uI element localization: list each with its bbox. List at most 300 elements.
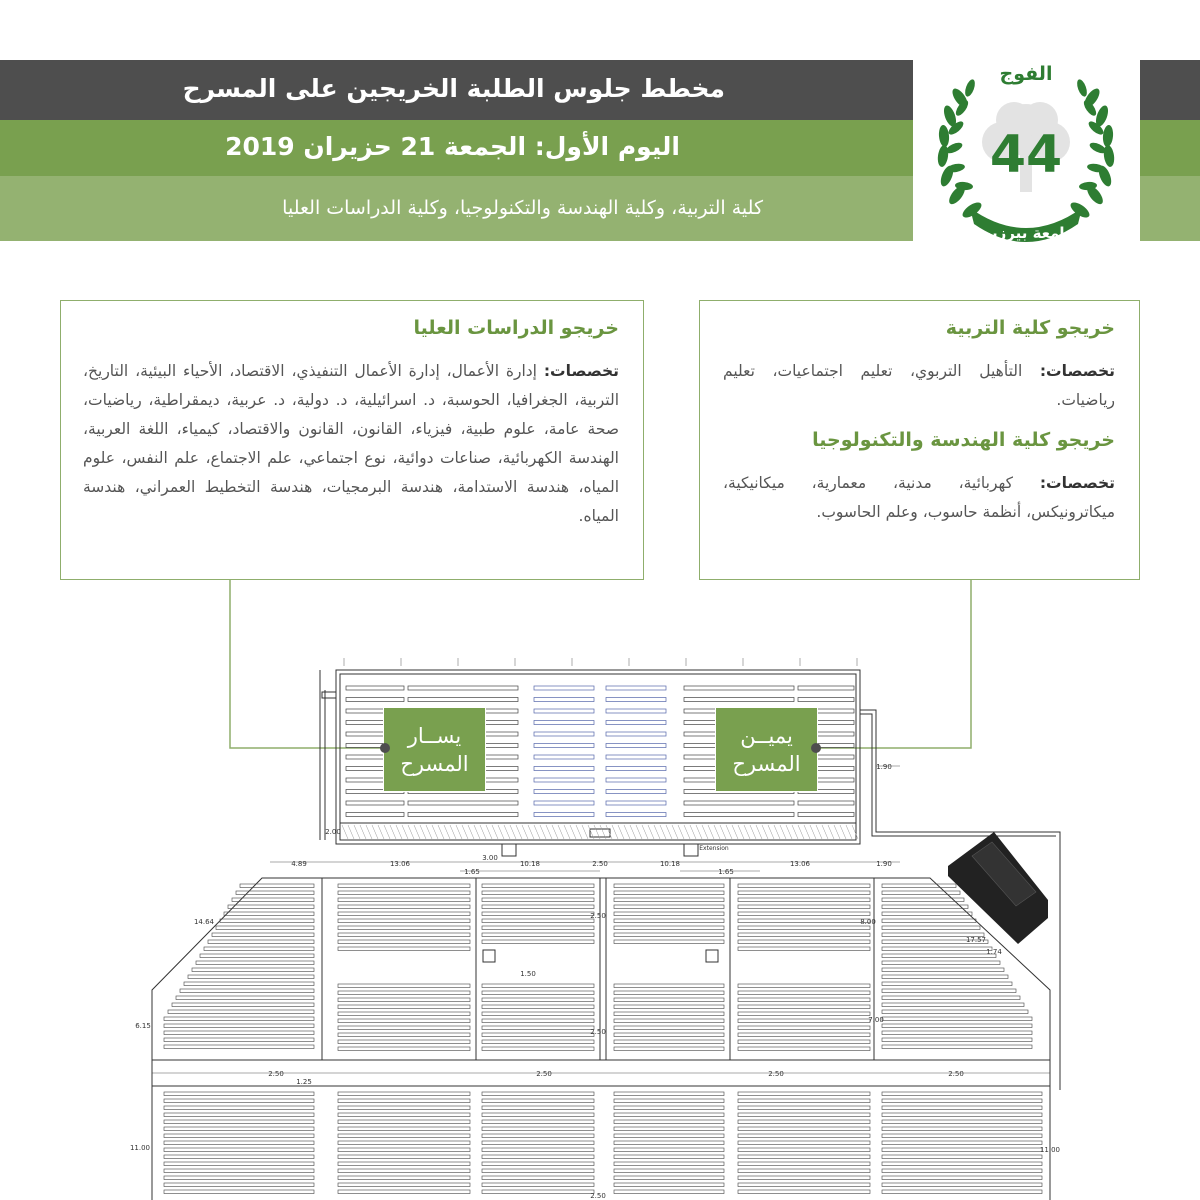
seat-row [408,698,518,702]
stage-left-marker [380,743,390,753]
hatch-line [738,825,744,839]
hatch-line [366,825,372,839]
hatch-line [852,825,858,839]
seat-row [338,905,470,909]
seat-row [606,686,666,690]
seat-row [882,1106,1042,1110]
seat-row [164,1106,314,1110]
seat-row [240,884,314,888]
seat-row [184,982,314,986]
hatch-line [798,825,804,839]
seat-row [482,998,594,1002]
dim-label: 1.65 [464,868,480,876]
logo-bottom-text: جامعة بيرزيت [976,224,1076,242]
seat-row [338,1169,470,1173]
seat-row [228,905,314,909]
seat-row [882,1141,1042,1145]
seat-row [338,1047,470,1051]
seat-row [482,1033,594,1037]
seat-row [738,1120,870,1124]
seat-row [338,898,470,902]
hatch-line [624,825,630,839]
hatch-line [474,825,480,839]
seat-row [346,801,404,805]
seat-row [408,813,518,817]
dim-label: 1.90 [876,763,892,771]
seat-row [882,884,956,888]
seat-row [338,1019,470,1023]
seat-row [164,1038,314,1042]
hatch-line [402,825,408,839]
seat-row [738,984,870,988]
seat-row [614,1120,724,1124]
seat-row [482,1148,594,1152]
engineering-heading: خريجو كلية الهندسة والتكنولوجيا [812,429,1115,451]
seat-row [172,1003,314,1007]
hatch-line [612,825,618,839]
seat-row [482,1162,594,1166]
dim-label: 13.06 [789,860,811,868]
hatch-line [564,825,570,839]
seat-row [882,947,992,951]
seat-row [614,1148,724,1152]
hatch-line [618,825,624,839]
seat-row [738,1162,870,1166]
hatch-line [528,825,534,839]
seat-row [738,884,870,888]
hatch-line [720,825,726,839]
hatch-line [774,825,780,839]
majors-label: تخصصات: [1039,362,1115,380]
seat-row [798,698,854,702]
seat-row [204,947,314,951]
seat-row [798,813,854,817]
hatch-line [810,825,816,839]
seat-row [738,991,870,995]
seat-row [164,1148,314,1152]
seat-row [614,1134,724,1138]
seat-row [882,1045,1032,1049]
hatch-line [432,825,438,839]
seat-row [606,767,666,771]
seat-row [188,975,314,979]
graduate-studies-heading: خريجو الدراسات العليا [413,317,619,339]
hatch-line [756,825,762,839]
seat-row [606,732,666,736]
seat-row [882,1120,1042,1124]
hatch-line [816,825,822,839]
seat-row [168,1010,314,1014]
seat-row [216,926,314,930]
seat-row [606,709,666,713]
hatch-line [642,825,648,839]
hatch-line [540,825,546,839]
stage-right-label [715,707,818,792]
seat-row [408,686,518,690]
seat-row [482,1099,594,1103]
seat-row [738,998,870,1002]
seat-row [482,1176,594,1180]
seat-row [338,1120,470,1124]
hatch-line [414,825,420,839]
seat-row [338,1155,470,1159]
hatch-line [510,825,516,839]
seat-row [534,778,594,782]
hatch-line [498,825,504,839]
seat-row [738,1169,870,1173]
seat-row [338,1162,470,1166]
hatch-line [486,825,492,839]
seat-row [614,940,724,944]
hatch-line [786,825,792,839]
seat-row [164,1190,314,1194]
seat-row [164,1113,314,1117]
dim-label: 1.50 [520,970,536,978]
seat-row [200,954,314,958]
hatch-line [840,825,846,839]
seat-row [606,813,666,817]
seat-row [738,1190,870,1194]
hatch-line [450,825,456,839]
hatch-line [744,825,750,839]
seat-row [882,1162,1042,1166]
seat-row [164,1120,314,1124]
hatch-line [678,825,684,839]
seat-row [606,778,666,782]
hatch-line [576,825,582,839]
seat-row [534,698,594,702]
seat-row [614,905,724,909]
seat-row [606,744,666,748]
seat-row [684,813,794,817]
seat-row [882,1169,1042,1173]
seat-row [408,801,518,805]
dim-label: 2.50 [536,1070,552,1078]
seat-row [482,1169,594,1173]
seat-row [738,1012,870,1016]
seat-row [482,940,594,944]
hatch-line [762,825,768,839]
stage-left-line1: يســار [407,724,462,748]
hatch-line [648,825,654,839]
seat-row [614,1005,724,1009]
seat-row [614,1092,724,1096]
seat-row [164,1183,314,1187]
dim-label: 2.50 [590,1028,606,1036]
seat-row [882,1148,1042,1152]
seat-row [534,801,594,805]
seat-row [614,933,724,937]
seat-row [338,1026,470,1030]
hatch-line [354,825,360,839]
hatch-line [420,825,426,839]
seat-row [882,1176,1042,1180]
seat-row [482,1040,594,1044]
seat-row [338,1148,470,1152]
seat-row [738,1155,870,1159]
dim-label: 14.64 [193,918,215,926]
seat-row [882,1038,1032,1042]
seat-row [338,1183,470,1187]
seat-row [614,1033,724,1037]
seat-row [338,919,470,923]
hatch-line [384,825,390,839]
dim-label: 1.90 [876,860,892,868]
seat-row [606,801,666,805]
seat-row [482,912,594,916]
majors-label: تخصصات: [1039,474,1115,492]
seat-row [482,1127,594,1131]
seat-row [338,1005,470,1009]
majors-text: إدارة الأعمال، إدارة الأعمال التنفيذي، الاقتصاد، الأحياء البيئية، التاريخ، التربية، الجغرافيا، الحوسبة، د. اسرائيلية، د. دولية، د. عربية، ديمقراطية، رياضيات، صحة عامة، علوم طبية، فيزياء، القانون، القانون والاقتصاد، كيمياء، اللغة العربية، الهندسة الكهربائية، صناعات دوائية، نوع اجتماعي، علم الاجتماع، علم النفس، علوم المياه، هندسة الاستدامة، هندسة البرمجيات، هندسة التخطيط العمراني، هندسة المياه. [83,362,619,525]
seat-row [614,998,724,1002]
hatch-line [534,825,540,839]
hatch-line [522,825,528,839]
seat-row [738,1127,870,1131]
seat-row [338,1099,470,1103]
dim-label: 11.00 [1039,1146,1061,1154]
seat-row [338,1012,470,1016]
seat-row [338,1176,470,1180]
dim-label: 4.89 [291,860,307,868]
hatch-line [504,825,510,839]
seat-row [164,1169,314,1173]
seat-row [338,940,470,944]
seat-row [882,912,972,916]
stage-left-line2: المسرح [400,752,469,776]
seat-row [882,975,1008,979]
seat-row [738,898,870,902]
seat-row [798,686,854,690]
dim-label: 2.50 [592,860,608,868]
hatch-line [672,825,678,839]
seat-row [164,1155,314,1159]
seat-row [614,1155,724,1159]
seat-row [482,905,594,909]
seat-row [224,912,314,916]
hatch-line [426,825,432,839]
seat-row [882,1183,1042,1187]
seat-row [338,1190,470,1194]
seat-row [534,709,594,713]
seat-row [534,686,594,690]
dim-label: 11.00 [129,1144,151,1152]
seat-row [614,1099,724,1103]
seat-row [482,919,594,923]
hatch-line [732,825,738,839]
event-date: اليوم الأول: الجمعة 21 حزيران 2019 [225,132,680,161]
majors-label: تخصصات: [543,362,619,380]
seat-row [164,1162,314,1166]
seat-row [534,732,594,736]
stage-right-marker [811,743,821,753]
seat-row [482,1141,594,1145]
seat-row [482,933,594,937]
hatch-line [516,825,522,839]
seat-row [164,1141,314,1145]
education-heading: خريجو كلية التربية [945,317,1115,339]
dim-label: 6.15 [135,1022,151,1030]
seat-row [738,947,870,951]
seat-row [606,721,666,725]
seat-row [164,1099,314,1103]
seat-row [338,912,470,916]
seat-row [482,884,594,888]
hatch-line [846,825,852,839]
hatch-line [582,825,588,839]
seat-row [338,1040,470,1044]
seat-row [882,1017,1032,1021]
hatch-line [726,825,732,839]
seat-row [614,1026,724,1030]
hatch-line [792,825,798,839]
seat-row [738,933,870,937]
hatch-line [636,825,642,839]
seat-row [346,698,404,702]
seat-row [232,898,314,902]
hatch-line [444,825,450,839]
hatch-line [660,825,666,839]
seat-row [482,898,594,902]
hatch-line [396,825,402,839]
seat-row [614,1162,724,1166]
colleges-list: كلية التربية، وكلية الهندسة والتكنولوجيا، وكلية الدراسات العليا [282,197,763,219]
seat-row [738,891,870,895]
seat-row [882,982,1012,986]
seat-row [684,686,794,690]
seat-row [882,1024,1032,1028]
dim-label: 2.50 [590,912,606,920]
seat-row [882,1113,1042,1117]
seat-row [482,1047,594,1051]
hatch-line [546,825,552,839]
dim-label: 2.50 [948,1070,964,1078]
seat-row [738,1092,870,1096]
extension-label: Extension [699,845,729,852]
seat-row [164,1092,314,1096]
seat-row [738,1099,870,1103]
seat-row [738,1106,870,1110]
seat-row [882,1190,1042,1194]
seat-row [614,984,724,988]
dim-label: 7.00 [868,1016,884,1024]
seat-row [208,940,314,944]
seat-row [534,790,594,794]
seat-row [738,919,870,923]
seat-row [614,1183,724,1187]
seat-row [614,912,724,916]
seat-row [338,1033,470,1037]
seat-row [882,1155,1042,1159]
seat-row [738,926,870,930]
hatch-line [708,825,714,839]
seat-row [614,1106,724,1110]
hatch-line [684,825,690,839]
side-building [948,832,1048,944]
hatch-line [750,825,756,839]
seat-row [738,1019,870,1023]
hall-chairs [164,884,1042,1194]
hatch-line [768,825,774,839]
seat-row [614,1047,724,1051]
seat-row [614,1040,724,1044]
hatch-line [696,825,702,839]
seat-row [338,933,470,937]
dim-label: 1.74 [986,948,1002,956]
seat-row [606,790,666,794]
seat-row [738,1005,870,1009]
seat-row [614,991,724,995]
seat-row [882,1127,1042,1131]
dim-label: 17.57 [965,936,987,944]
hatch-line [666,825,672,839]
seat-row [164,1017,314,1021]
seat-row [482,926,594,930]
seat-row [882,891,960,895]
seat-row [738,1141,870,1145]
dim-label: 1.25 [296,1078,312,1086]
seat-row [882,905,968,909]
seat-row [338,1113,470,1117]
page-title: مخطط جلوس الطلبة الخريجين على المسرح [182,74,725,103]
seat-row [482,1113,594,1117]
seat-row [192,968,314,972]
hatch-line [348,825,354,839]
seat-row [882,954,996,958]
majors-text: كهربائية، مدنية، معمارية، ميكانيكية، ميكاترونيكس، أنظمة حاسوب، وعلم الحاسوب. [723,474,1115,521]
seat-row [738,1134,870,1138]
seat-row [684,801,794,805]
seat-row [482,1106,594,1110]
seat-row [220,919,314,923]
hatch-line [690,825,696,839]
seat-row [482,1092,594,1096]
seat-row [614,1127,724,1131]
stage-right-line2: المسرح [732,752,801,776]
seat-row [614,898,724,902]
seat-row [738,1047,870,1051]
seat-row [338,1106,470,1110]
seat-row [338,1092,470,1096]
seat-row [738,1176,870,1180]
seat-row [738,1148,870,1152]
hatch-line [702,825,708,839]
seat-row [882,1134,1042,1138]
seat-row [614,1169,724,1173]
logo-number: 44 [989,125,1063,185]
seat-row [338,984,470,988]
hatch-line [558,825,564,839]
seat-row [534,755,594,759]
seat-row [482,1190,594,1194]
seat-row [164,1031,314,1035]
hatch-line [570,825,576,839]
seat-row [614,1141,724,1145]
hatch-line [804,825,810,839]
seat-row [882,1092,1042,1096]
seat-row [338,884,470,888]
seat-row [482,1120,594,1124]
seat-row [882,996,1020,1000]
hatch-line [372,825,378,839]
seat-row [614,1113,724,1117]
hatch-line [378,825,384,839]
dim-label: 10.18 [519,860,541,868]
stage-left-label [383,707,486,792]
hatch-line [552,825,558,839]
seat-row [482,1005,594,1009]
seat-row [482,1026,594,1030]
